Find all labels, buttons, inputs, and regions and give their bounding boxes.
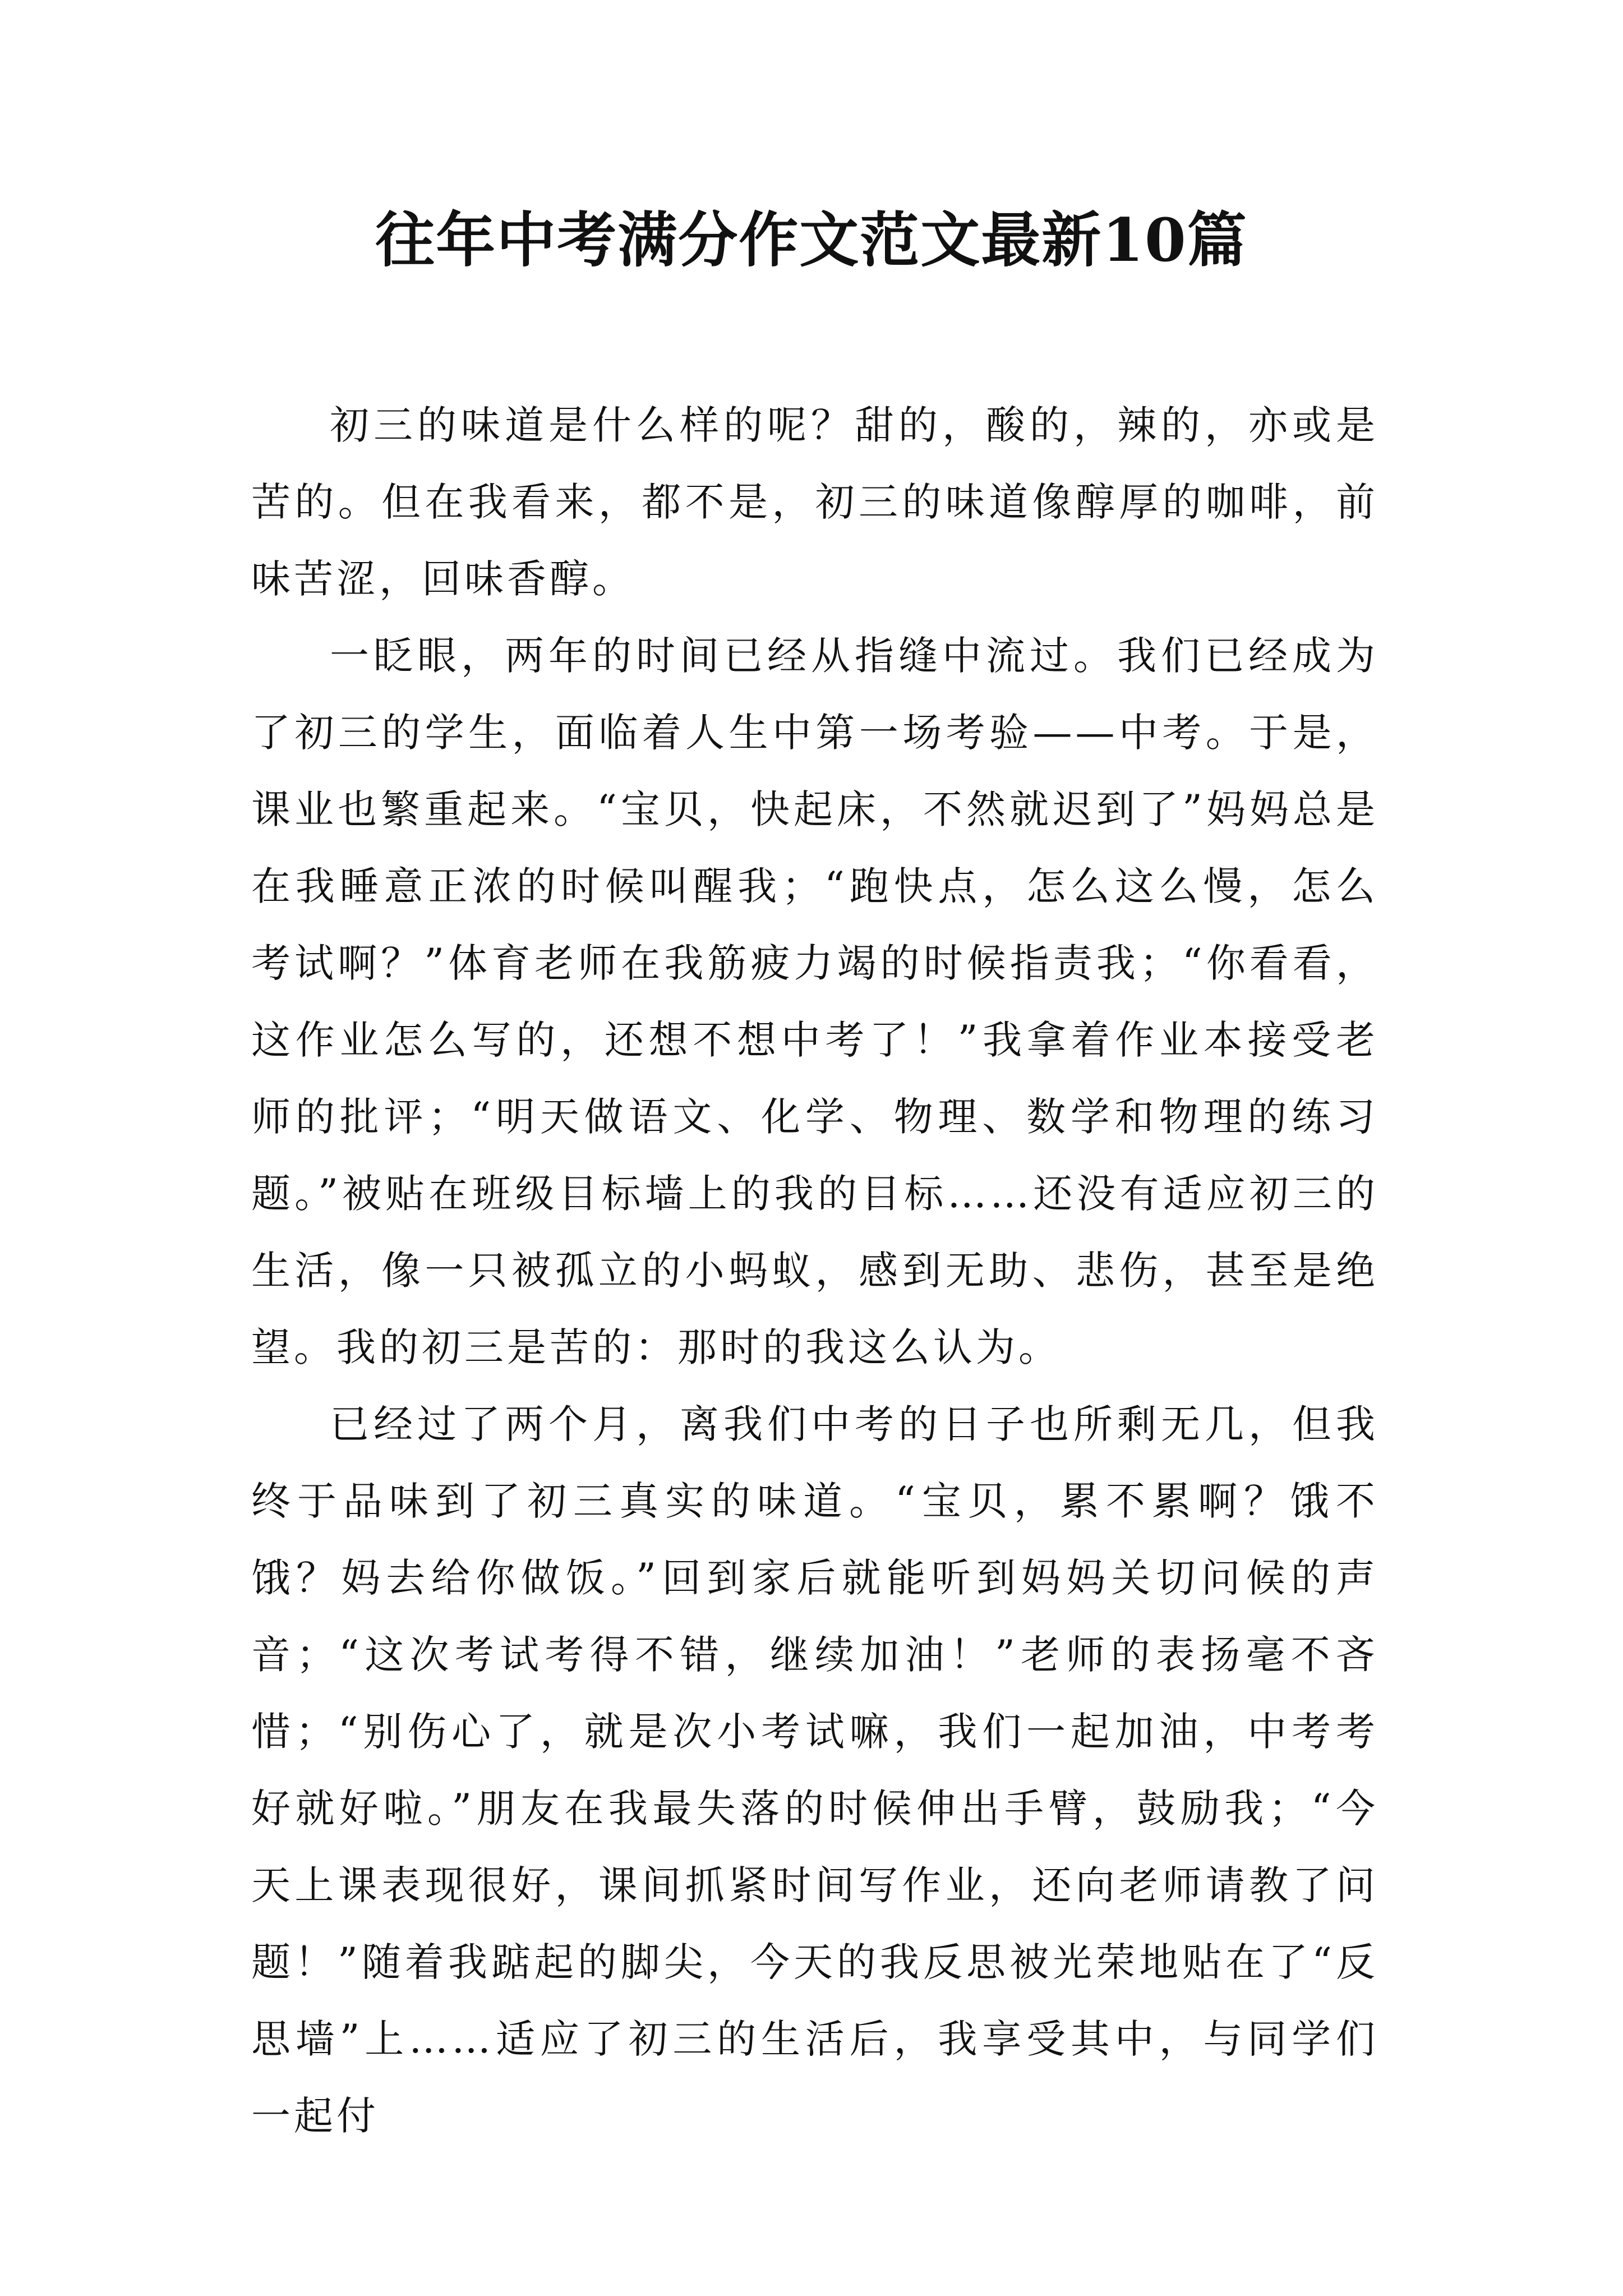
paragraph-3: 已经过了两个月，离我们中考的日子也所剩无几，但我终于品味到了初三真实的味道。“宝贝，累不累啊？饿不饿？妈去给你做饭。”回到家后就能听到妈妈关切问候的声音；“这次考试考得不错，继续加油！”老师的表扬毫不吝惜；“别伤心了，就是次小考试嘛，我们一起加油，中考考好就好啦。”朋友在我最失落的时候伸出手臂，鼓励我；“今天上课表现很好，课间抓紧时间写作业，还向老师请教了问题！”随着我踮起的脚尖，今天的我反思被光荣地贴在了“反思墙”上……适应了初三的生活后，我享受其中，与同学们一起付 [251, 1401, 1378, 2139]
document-title: 往年中考满分作文范文最新10篇 [375, 205, 1248, 275]
document-body [251, 387, 1378, 2155]
paragraph-2: 一眨眼，两年的时间已经从指缝中流过。我们已经成为了初三的学生，面临着人生中第一场考验——中考。于是，课业也繁重起来。“宝贝，快起床，不然就迟到了”妈妈总是在我睡意正浓的时候叫醒我；“跑快点，怎么这么慢，怎么考试啊？”体育老师在我筋疲力竭的时候指责我；“你看看，这作业怎么写的，还想不想中考了！”我拿着作业本接受老师的批评；“明天做语文、化学、物理、数学和物理的练习题。”被贴在班级目标墙上的我的目标……还没有适应初三的生活，像一只被孤立的小蚂蚁，感到无助、悲伤，甚至是绝望。我的初三是苦的：那时的我这么认为。 [251, 633, 1378, 1370]
paragraph-1: 初三的味道是什么样的呢？甜的，酸的，辣的，亦或是苦的。但在我看来，都不是，初三的味道像醇厚的咖啡，前味苦涩，回味香醇。 [251, 402, 1378, 602]
